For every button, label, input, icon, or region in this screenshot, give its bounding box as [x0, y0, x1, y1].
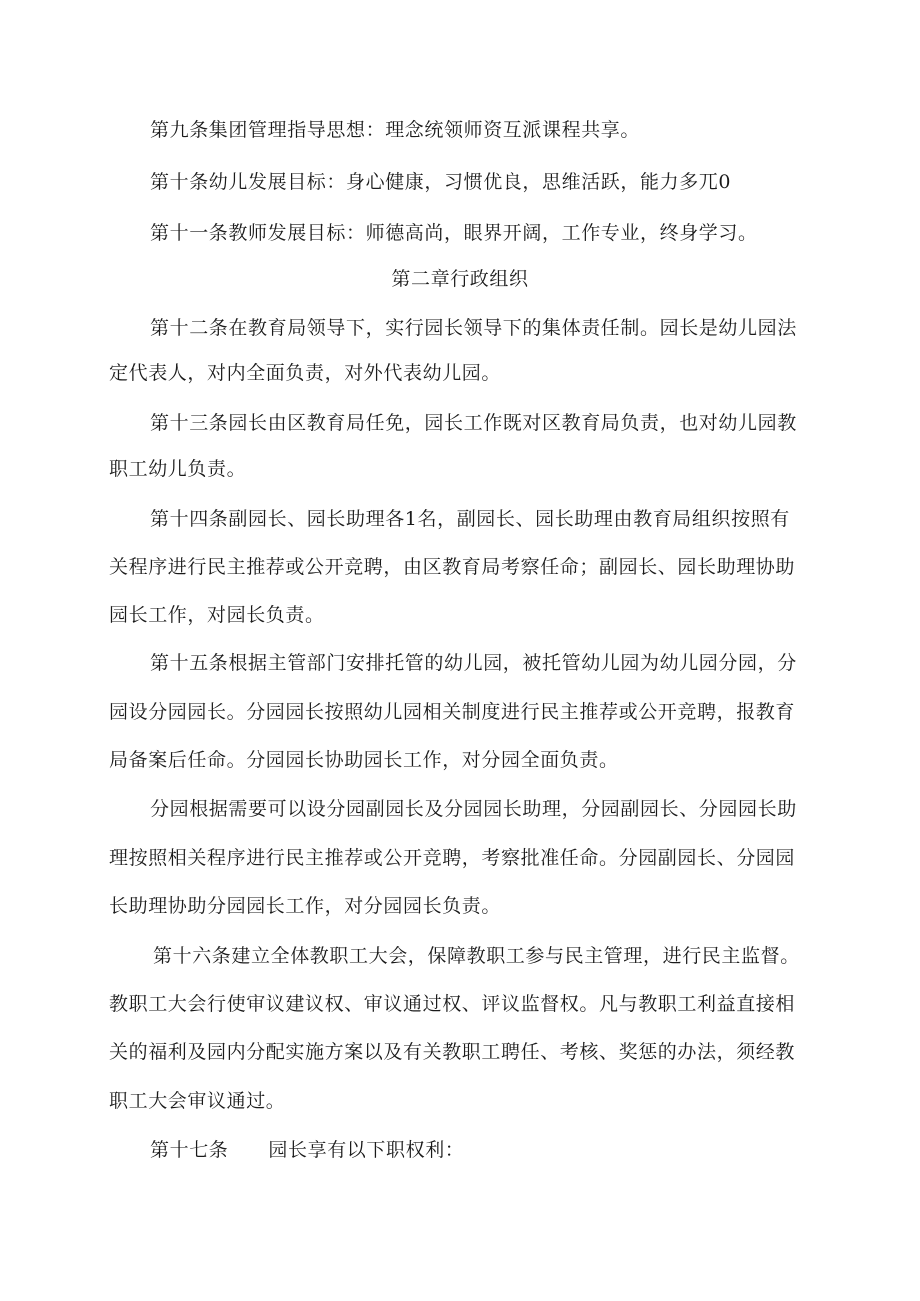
article-11: 第十一条教师发展目标：师德高尚，眼界开阔，工作专业，终身学习。 [150, 222, 758, 244]
article-15-line-3: 局备案后任命。分园园长协助园长工作，对分园全面负责。 [109, 749, 619, 771]
article-12-line-2: 定代表人，对内全面负责，对外代表幼儿园。 [109, 362, 502, 384]
chapter-heading: 第二章行政组织 [391, 268, 529, 290]
branch-paragraph-line-2: 理按照相关程序进行民主推荐或公开竞聘，考察批准任命。分园副园长、分园园 [109, 847, 796, 869]
article-17-label: 第十七条 [150, 1139, 229, 1161]
article-16-line-2: 教职工大会行使审议建议权、审议通过权、评议监督权。凡与教职工利益直接相 [109, 993, 796, 1015]
article-16-line-1: 第十六条建立全体教职工大会，保障教职工参与民主管理，进行民主监督。 [153, 945, 800, 967]
article-14-line-3: 园长工作，对园长负责。 [109, 604, 325, 626]
article-10: 第十条幼儿发展目标：身心健康，习惯优良，思维活跃，能力多兀0 [150, 171, 732, 193]
article-16-line-3: 关的福利及园内分配实施方案以及有关教职工聘任、考核、奖惩的办法，须经教 [109, 1041, 796, 1063]
branch-paragraph-line-3: 长助理协助分园园长工作，对分园园长负责。 [109, 895, 502, 917]
article-14-line-2: 关程序进行民主推荐或公开竞聘，由区教育局考察任命；副园长、园长助理协助 [109, 556, 796, 578]
article-9: 第九条集团管理指导思想：理念统领师资互派课程共享。 [150, 119, 641, 141]
article-17-text: 园长享有以下职权利： [268, 1139, 465, 1161]
article-17 [150, 1138, 464, 1162]
article-13-line-2: 职工幼儿负责。 [109, 458, 247, 480]
branch-paragraph-line-1: 分园根据需要可以设分园副园长及分园园长助理，分园副园长、分园园长助 [150, 798, 797, 820]
article-13-line-1: 第十三条园长由区教育局任免，园长工作既对区教育局负责，也对幼儿园教 [150, 412, 797, 434]
article-12-line-1: 第十二条在教育局领导下，实行园长领导下的集体责任制。园长是幼儿园法 [150, 317, 797, 339]
article-15-line-2: 园设分园园长。分园园长按照幼儿园相关制度进行民主推荐或公开竞聘，报教育 [109, 701, 796, 723]
article-15-line-1: 第十五条根据主管部门安排托管的幼儿园，被托管幼儿园为幼儿园分园，分 [150, 652, 797, 674]
article-16-line-4: 职工大会审议通过。 [109, 1090, 286, 1112]
article-14-line-1: 第十四条副园长、园长助理各1名，副园长、园长助理由教育局组织按照有 [150, 508, 790, 530]
